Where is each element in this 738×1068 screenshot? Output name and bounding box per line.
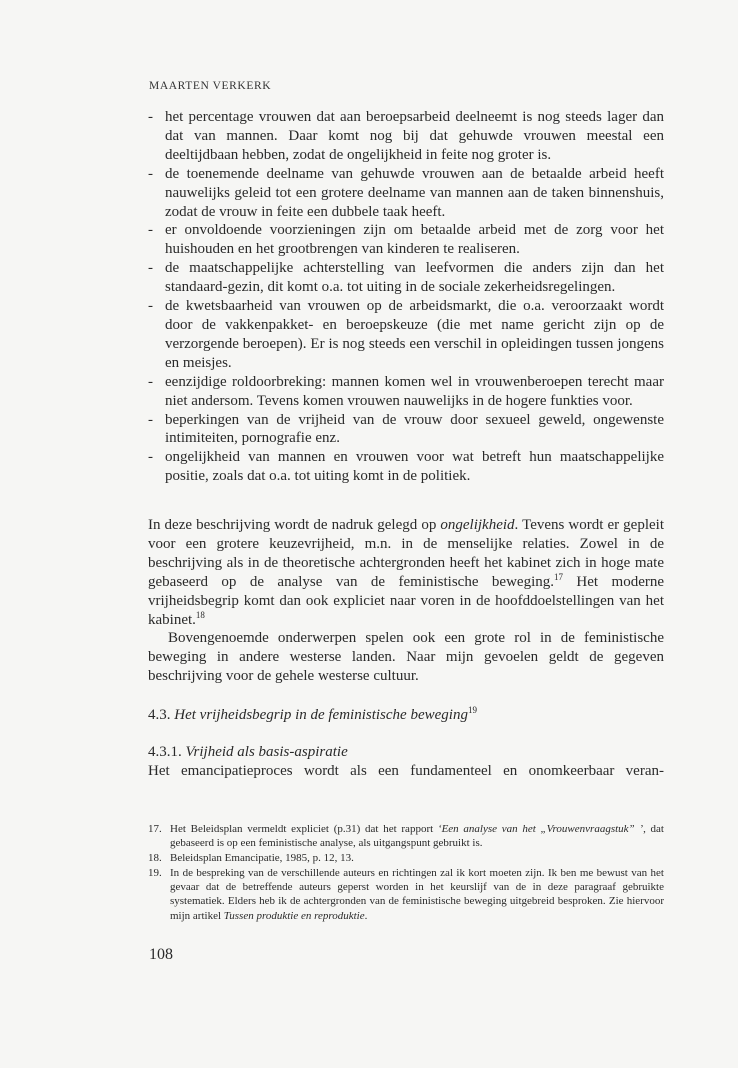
list-item-text: de kwetsbaarheid van vrouwen op de arbeidsmarkt, die o.a. veroorzaakt wordt door de vakkenpakket- en beroepskeuze (die met name gericht zijn op de verzorgende beroepen). Er is nog steeds een verschil in opleidingen tussen jongens en meisjes. — [165, 298, 664, 371]
dash-marker: - — [148, 165, 153, 182]
section-number: 4.3. — [148, 707, 171, 723]
running-header: MAARTEN VERKERK — [149, 80, 272, 92]
list-item-text: de toenemende deelname van gehuwde vrouwen aan de betaalde arbeid heeft nauwelijks geleid tot een grotere deelname van mannen aan de taken binnenshuis, zodat de vrouw in feite een dubbele taak heeft. — [165, 165, 664, 220]
dash-marker: - — [148, 260, 153, 277]
dash-marker: - — [148, 411, 153, 428]
list-item — [148, 448, 664, 486]
footnote — [148, 851, 664, 865]
footnote-number: 17. — [148, 823, 162, 835]
footnote-ref: 18 — [195, 609, 205, 620]
list-item-text: het percentage vrouwen dat aan beroepsarbeid deelneemt is nog steeds lager dan dat van mannen. Daar komt nog bij dat gehuwde vrouwen meestal een deeltijdbaan hebben, zodat de ongelijkheid in feite nog groter is. — [165, 109, 664, 163]
paragraph-text: In deze beschrijving wordt de nadruk gelegd op — [148, 517, 441, 533]
list-item-text: ongelijkheid van mannen en vrouwen voor wat betreft hun maatschappelijke positie, zoals dat o.a. tot uiting komt in de politiek. — [165, 449, 664, 485]
footnote-number: 18. — [148, 852, 162, 864]
list-item-text: eenzijdige roldoorbreking: mannen komen wel in vrouwenberoepen terecht maar niet andersom. Tevens komen vrouwen nauwelijks in de hogere funkties voor. — [165, 373, 664, 409]
bullet-list — [148, 108, 664, 486]
list-item — [148, 297, 664, 373]
section-heading — [148, 706, 477, 725]
footnote-ref: 17 — [554, 571, 563, 582]
list-item-text: de maatschappelijke achterstelling van leefvormen die anders zijn dan het standaard-gezin, dit komt o.a. tot uiting in de sociale zekerheidsregelingen. — [165, 260, 664, 296]
list-item-text: er onvoldoende voorzieningen zijn om betaalde arbeid met de zorg voor het huishouden en het grootbrengen van kinderen te realiseren. — [165, 222, 664, 258]
list-item — [148, 108, 664, 165]
footnote-text: . — [364, 909, 368, 922]
footnote-text: Beleidsplan Emancipatie, 1985, p. 12, 13. — [170, 852, 354, 864]
footnote-text: , dat gebaseerd is op een feministische analyse, als uitgangspunt gebruikt is. — [170, 823, 664, 850]
footnote-number: 19. — [148, 867, 162, 879]
page-number: 108 — [149, 946, 173, 963]
footnote — [148, 822, 664, 850]
footnote-text: In de bespreking van de verschillende auteurs en richtingen zal ik kort moeten zijn. Ik ben me bewust van het gevaar dat de betreffende auteurs geperst worden in het keurslijf van de in deze paragraaf gebruikte systematiek. Elders heb ik de achtergronden van de feministische beweging uitgebreid besproken. Zie hiervoor mijn artikel — [170, 867, 664, 922]
list-item — [148, 165, 664, 222]
dash-marker: - — [148, 109, 153, 125]
dash-marker: - — [148, 373, 153, 390]
list-item — [148, 221, 664, 259]
paragraph-text: Het moderne vrijheidsbegrip komt dan ook expliciet naar voren in de hoofddoelstellingen van het kabinet. — [148, 573, 665, 628]
footnote-ref: 19 — [467, 705, 477, 715]
footnote-emphasis: ‘Een analyse van het „Vrouwenvraagstuk” ’ — [437, 823, 644, 835]
subsection-heading — [148, 743, 348, 762]
dash-marker: - — [148, 298, 153, 315]
subsection-number: 4.3.1. — [148, 744, 182, 760]
body-paragraph — [148, 516, 664, 629]
list-item-text: beperkingen van de vrijheid van de vrouw door sexueel geweld, ongewenste intimiteiten, pornografie enz. — [165, 411, 664, 447]
dash-marker: - — [148, 449, 153, 466]
paragraph-text: . Tevens wordt er gepleit voor een grotere keuzevrijheid, m.n. in de menselijke relaties. Zowel in de beschrijving als in de theoretische achtergronden heeft het kabinet zich in hoge mate gebaseerd op de analyse van de feministische beweging. — [148, 517, 664, 590]
dash-marker: - — [148, 222, 153, 239]
footnote — [148, 866, 664, 923]
body-paragraph: Het emancipatieproces wordt als een fundamenteel en onomkeerbaar veran- — [148, 763, 664, 779]
footnote-text: Het Beleidsplan vermeldt expliciet (p.31) dat het rapport — [170, 823, 438, 835]
subsection-title: Vrijheid als basis-aspiratie — [185, 744, 348, 760]
list-item — [148, 373, 664, 411]
list-item — [148, 411, 664, 449]
list-item — [148, 259, 664, 297]
body-paragraph: Bovengenoemde onderwerpen spelen ook een grote rol in de feministische beweging in andere westerse landen. Naar mijn gevoelen geldt de gegeven beschrijving voor de gehele westerse cultuur. — [148, 630, 664, 684]
section-title: Het vrijheidsbegrip in de feministische beweging — [174, 707, 468, 723]
footnote-emphasis: Tussen produktie en reproduktie — [223, 909, 365, 922]
emphasis-text: ongelijkheid — [440, 517, 515, 533]
